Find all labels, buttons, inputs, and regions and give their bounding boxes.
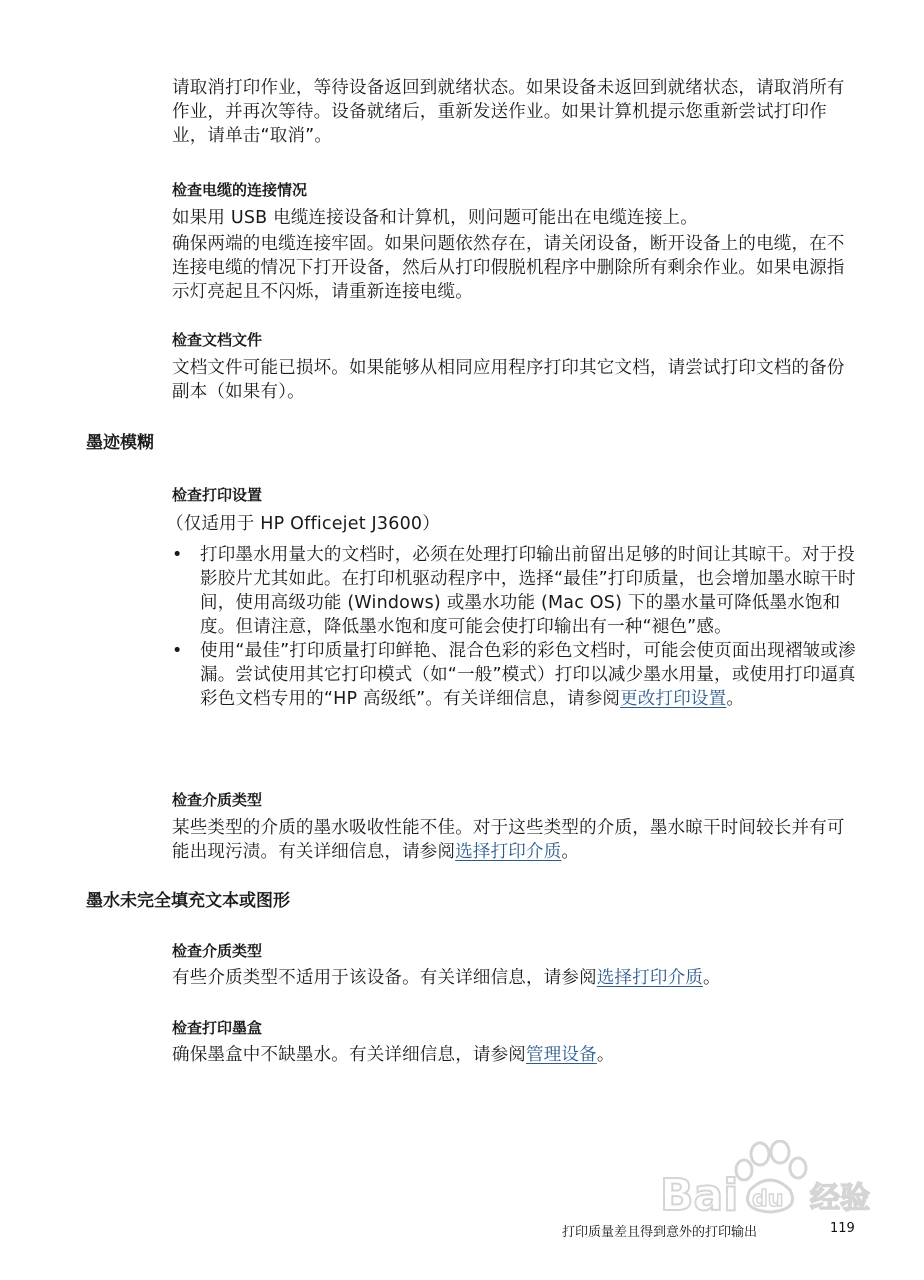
select-media-link-1[interactable]: 选择打印介质 (455, 842, 562, 862)
cartridge-heading: 检查打印墨盒 (172, 1019, 263, 1037)
cable-paragraph-2: 确保两端的电缆连接牢固。如果问题依然存在，请关闭设备，断开设备上的电缆，在不连接电缆的情况下打开设备，然后从打印假脱机程序中删除所有剩余作业。如果电源指示灯亮起且不闪烁，请重新连接电缆。 (172, 234, 845, 302)
applicability-note: （仅适用于 HP Officejet J3600） (166, 514, 440, 534)
bullet-text: 打印墨水用量大的文档时，必须在处理打印输出前留出足够的时间让其晾干。对于投影胶片尤其如此。在打印机驱动程序中，选择“最佳”打印质量，也会增加墨水晾干时间，使用高级功能 (Windows) 或墨水功能 (Mac OS) 下的墨水量可降低墨水饱和度。但请注意，降低墨水饱和度可能会使打印输出有一种“褪色”感。 (200, 545, 856, 637)
print-settings-heading: 检查打印设置 (172, 486, 263, 504)
list-item (172, 639, 862, 711)
media-paragraph-1 (172, 816, 862, 864)
svg-text:Bai: Bai (660, 1170, 739, 1221)
cartridge-tail: 。 (596, 1045, 615, 1065)
docfile-heading: 检查文档文件 (172, 331, 263, 349)
bullet-tail: 。 (726, 689, 745, 709)
footer-chapter: 打印质量差且得到意外的打印输出 (562, 1225, 758, 1240)
svg-text:du: du (752, 1187, 784, 1212)
bullet-text: 使用“最佳”打印质量打印鲜艳、混合色彩的彩色文档时，可能会使页面出现褶皱或渗漏。尝试使用其它打印模式（如“一般”模式）打印以减少墨水用量，或使用打印逼真彩色文档专用的“HP 高级纸”。有关详细信息，请参阅 (200, 641, 856, 709)
section-title-smear: 墨迹模糊 (86, 433, 154, 453)
media-text-2: 有些介质类型不适用于该设备。有关详细信息，请参阅 (172, 968, 597, 988)
media-tail-2: 。 (703, 968, 721, 988)
change-print-settings-link[interactable]: 更改打印设置 (620, 689, 727, 709)
cable-paragraph-1: 如果用 USB 电缆连接设备和计算机，则问题可能出在电缆连接上。 (172, 208, 698, 228)
media-text-1: 某些类型的介质的墨水吸收性能不佳。对于这些类型的介质，墨水晾干时间较长并有可能出现污渍。有关详细信息，请参阅 (172, 818, 845, 862)
media-tail-1: 。 (561, 842, 580, 862)
list-item (172, 543, 862, 639)
bullet-icon: • (172, 641, 183, 661)
intro-paragraph: 请取消打印作业，等待设备返回到就绪状态。如果设备未返回到就绪状态，请取消所有作业，并再次等待。设备就绪后，重新发送作业。如果计算机提示您重新尝试打印作业，请单击“取消”。 (172, 78, 845, 146)
media-heading-1: 检查介质类型 (172, 791, 263, 809)
cartridge-text: 确保墨盒中不缺墨水。有关详细信息，请参阅 (172, 1045, 526, 1065)
page-footer (562, 1221, 855, 1240)
page-number: 119 (830, 1221, 855, 1236)
print-settings-list (172, 543, 862, 711)
media-paragraph-2 (172, 966, 862, 990)
docfile-paragraph: 文档文件可能已损坏。如果能够从相同应用程序打印其它文档，请尝试打印文档的备份副本（如果有）。 (172, 358, 845, 402)
cable-heading: 检查电缆的连接情况 (172, 181, 308, 199)
manage-device-link[interactable]: 管理设备 (526, 1045, 597, 1065)
media-heading-2: 检查介质类型 (172, 942, 263, 960)
svg-text:经验: 经验 (810, 1181, 870, 1216)
bullet-icon: • (172, 545, 183, 565)
section-title-fill: 墨水未完全填充文本或图形 (86, 891, 290, 911)
select-media-link-2[interactable]: 选择打印介质 (596, 968, 704, 988)
cartridge-paragraph (172, 1043, 862, 1067)
